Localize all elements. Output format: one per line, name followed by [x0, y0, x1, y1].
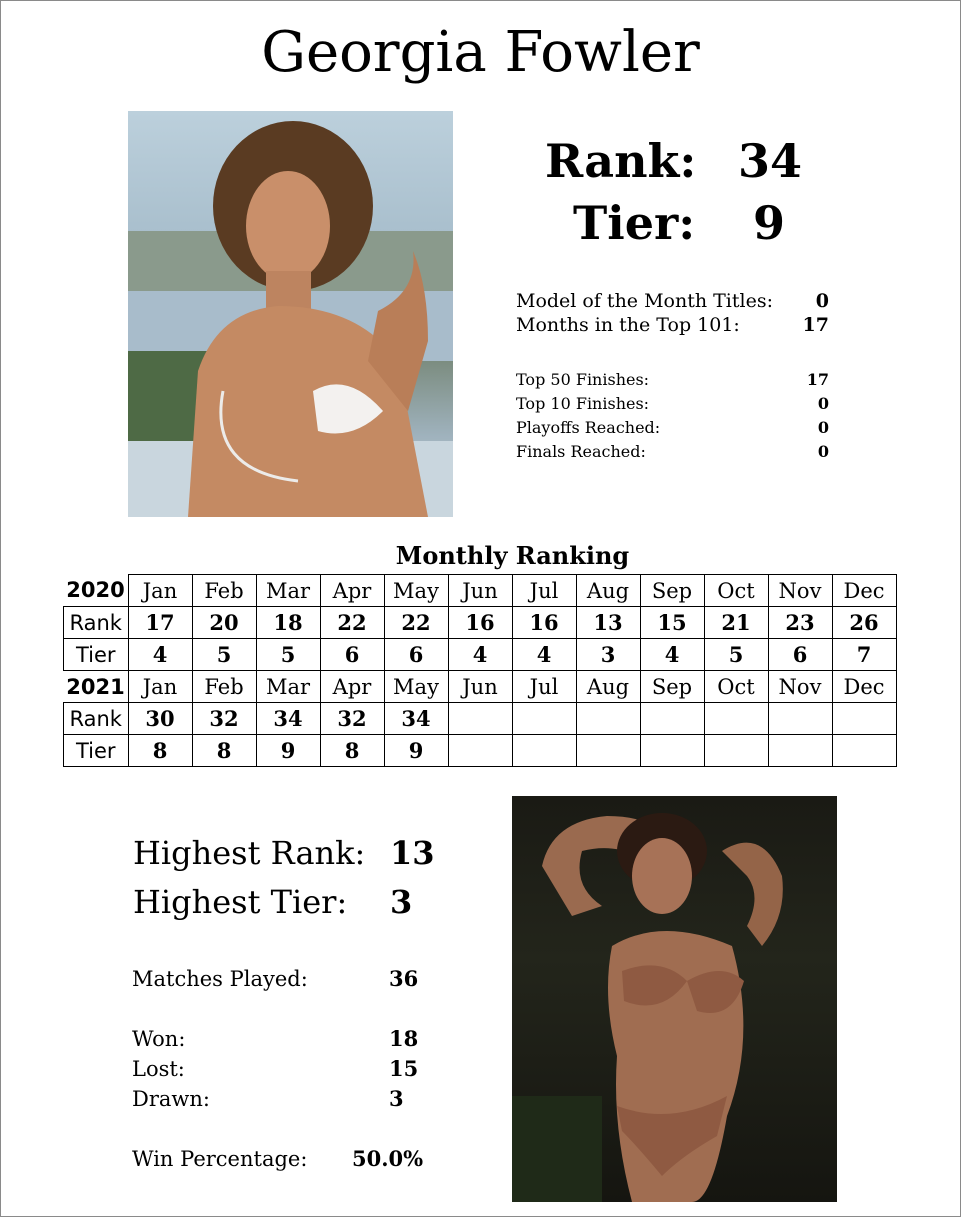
rank-row-cell: 17	[128, 607, 192, 639]
month-header: Jun	[448, 671, 512, 703]
rank-row-cell	[512, 703, 576, 735]
tier-row-cell: 6	[384, 639, 448, 671]
rank-row-cell: 34	[256, 703, 320, 735]
rank-label: Rank:	[545, 134, 697, 188]
win-pct-label: Win Percentage:	[132, 1147, 308, 1171]
month-header: Mar	[256, 575, 320, 607]
motm-titles-label: Model of the Month Titles:	[516, 290, 773, 312]
won-label: Won:	[132, 1027, 186, 1051]
month-header: Feb	[192, 575, 256, 607]
month-header: Mar	[256, 671, 320, 703]
month-header: May	[384, 671, 448, 703]
rank-row-cell	[768, 703, 832, 735]
motm-titles-value: 0	[815, 290, 829, 312]
rank-row	[64, 607, 897, 639]
rank-row-cell: 18	[256, 607, 320, 639]
playoffs-label: Playoffs Reached:	[516, 418, 661, 437]
year-header-row	[64, 575, 897, 607]
month-header: Jan	[128, 575, 192, 607]
tier-row-cell: 4	[128, 639, 192, 671]
tier-row-cell: 5	[704, 639, 768, 671]
month-header: Dec	[832, 671, 896, 703]
month-header: Oct	[704, 575, 768, 607]
highest-tier-value: 3	[390, 883, 413, 921]
rank-row-cell: 34	[384, 703, 448, 735]
rank-row-cell: 32	[192, 703, 256, 735]
rank-row-cell: 22	[384, 607, 448, 639]
month-header: Dec	[832, 575, 896, 607]
tier-row-cell	[448, 735, 512, 767]
month-header: Feb	[192, 671, 256, 703]
drawn-label: Drawn:	[132, 1087, 210, 1111]
months-top-label: Months in the Top 101:	[516, 314, 740, 336]
months-top-value: 17	[802, 314, 829, 336]
model-photo-bottom	[512, 796, 837, 1202]
rank-row-cell: 16	[448, 607, 512, 639]
tier-row-cell	[832, 735, 896, 767]
top50-value: 17	[806, 370, 829, 389]
page-title: Georgia Fowler	[261, 20, 700, 85]
tier-label: Tier:	[573, 196, 696, 250]
finals-label: Finals Reached:	[516, 442, 646, 461]
rank-row-cell	[448, 703, 512, 735]
tier-row-cell: 4	[640, 639, 704, 671]
month-header: Aug	[576, 671, 640, 703]
month-header: Apr	[320, 671, 384, 703]
month-header: Nov	[768, 671, 832, 703]
tier-row-cell: 4	[512, 639, 576, 671]
tier-row-cell: 9	[384, 735, 448, 767]
rank-row-cell	[576, 703, 640, 735]
rank-row-cell: 22	[320, 607, 384, 639]
tier-row-cell	[768, 735, 832, 767]
rank-value: 34	[738, 134, 803, 188]
win-pct-value: 50.0%	[352, 1146, 424, 1171]
playoffs-value: 0	[817, 418, 829, 437]
tier-row-cell	[512, 735, 576, 767]
finals-value: 0	[817, 442, 829, 461]
month-header: Sep	[640, 671, 704, 703]
rank-row-cell: 23	[768, 607, 832, 639]
tier-row-label: Tier	[64, 735, 129, 767]
year-label: 2021	[66, 674, 125, 699]
tier-row-cell: 8	[128, 735, 192, 767]
tier-row-cell: 4	[448, 639, 512, 671]
won-value: 18	[389, 1026, 419, 1051]
rank-row-cell: 26	[832, 607, 896, 639]
rank-row-cell: 32	[320, 703, 384, 735]
tier-value: 9	[753, 196, 786, 250]
rank-row-cell: 15	[640, 607, 704, 639]
month-header: Sep	[640, 575, 704, 607]
rank-row-cell: 20	[192, 607, 256, 639]
month-header: Jul	[512, 575, 576, 607]
highest-tier-label: Highest Tier:	[133, 883, 348, 921]
model-photo-top	[128, 111, 453, 517]
tier-row-cell: 5	[256, 639, 320, 671]
top50-label: Top 50 Finishes:	[516, 370, 650, 389]
tier-row-cell	[576, 735, 640, 767]
rank-row-label: Rank	[64, 703, 129, 735]
month-header: Nov	[768, 575, 832, 607]
model-photo-top-art	[128, 111, 453, 517]
tier-row-cell: 3	[576, 639, 640, 671]
month-header: Apr	[320, 575, 384, 607]
highest-rank-value: 13	[390, 834, 435, 872]
rank-row-label: Rank	[64, 607, 129, 639]
rank-row-cell: 30	[128, 703, 192, 735]
month-header: Jan	[128, 671, 192, 703]
tier-row-cell: 6	[768, 639, 832, 671]
rank-row	[64, 703, 897, 735]
tier-row-cell: 6	[320, 639, 384, 671]
drawn-value: 3	[389, 1086, 404, 1111]
rank-row-cell	[640, 703, 704, 735]
month-header: Aug	[576, 575, 640, 607]
rank-row-cell: 16	[512, 607, 576, 639]
year-header-row	[64, 671, 897, 703]
monthly-ranking-table	[63, 574, 897, 767]
lost-label: Lost:	[132, 1057, 185, 1081]
month-header: Jul	[512, 671, 576, 703]
rank-row-cell	[704, 703, 768, 735]
highest-rank-label: Highest Rank:	[133, 834, 366, 872]
top10-label: Top 10 Finishes:	[516, 394, 650, 413]
lost-value: 15	[389, 1056, 419, 1081]
tier-row-cell: 8	[192, 735, 256, 767]
top10-value: 0	[817, 394, 829, 413]
month-header: Jun	[448, 575, 512, 607]
tier-row-cell	[640, 735, 704, 767]
year-label: 2020	[66, 578, 125, 603]
tier-row-label: Tier	[64, 639, 129, 671]
tier-row	[64, 735, 897, 767]
tier-row-cell: 5	[192, 639, 256, 671]
rank-row-cell: 21	[704, 607, 768, 639]
tier-row	[64, 639, 897, 671]
model-photo-bottom-art	[512, 796, 837, 1202]
month-header: Oct	[704, 671, 768, 703]
tier-row-cell: 7	[832, 639, 896, 671]
tier-row-cell	[704, 735, 768, 767]
matches-played-label: Matches Played:	[132, 967, 308, 991]
month-header: May	[384, 575, 448, 607]
rank-row-cell: 13	[576, 607, 640, 639]
tier-row-cell: 9	[256, 735, 320, 767]
matches-played-value: 36	[389, 966, 419, 991]
tier-row-cell: 8	[320, 735, 384, 767]
monthly-ranking-title: Monthly Ranking	[395, 541, 630, 570]
rank-row-cell	[832, 703, 896, 735]
